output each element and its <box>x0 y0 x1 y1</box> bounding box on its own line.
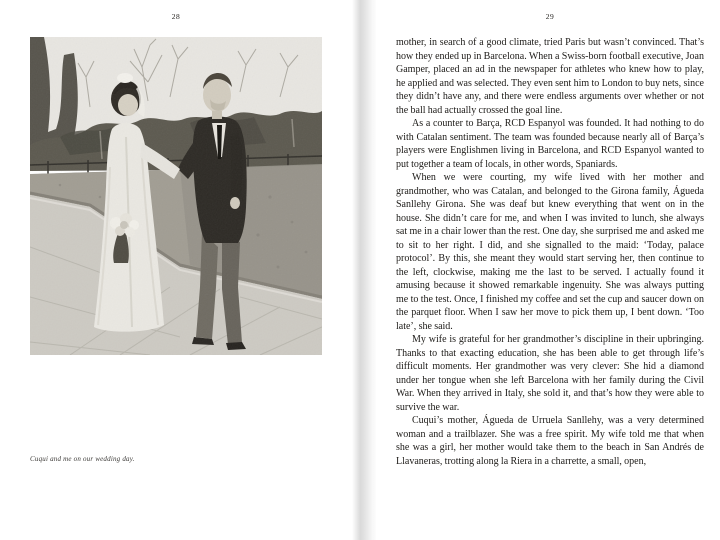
paragraph: mother, in search of a good climate, tried Paris but wasn’t convinced. That’s how they ended up in Barcelona. When a Swiss-born football executive, Joan Gamper, placed an ad in the newspaper for athletes who knew how to play, he applied and was selected. They even sent him to London to buy nets, since they didn’t have any, and there were endless arguments over whether or not the ball had actually crossed the goal line. <box>396 37 704 116</box>
photo-grain <box>30 37 322 355</box>
page-number-right: 29 <box>545 12 555 21</box>
photo-caption: Cuqui and me on our wedding day. <box>30 455 135 463</box>
page-left <box>0 0 356 540</box>
page-number-left: 28 <box>171 12 181 21</box>
wedding-photo-illustration <box>30 37 322 355</box>
page-right <box>376 0 720 540</box>
paragraph: Cuqui’s mother, Águeda de Urruela Sanllehy, was a very determined woman and a trailblazer. She was a free spirit. My wife told me that when she was a girl, her mother would take them to the beach in San Andrés de Llavaneras, trotting along la Riera in a charrette, a small, open, <box>396 415 704 467</box>
paragraph: My wife is grateful for her grandmother’s discipline in their upbringing. Thanks to that exacting education, she has been able to get through life’s difficult moments. Her grandmother was very clever: She hid a diamond under her tongue when she left Barcelona with her family during the Civil War. When they arrived in Italy, she sold it, and that’s how they were able to survive the war. <box>396 334 704 413</box>
wedding-photo <box>30 37 322 355</box>
paragraph: When we were courting, my wife lived with her mother and grandmother, who was Catalan, and belonged to the Girona family, Águeda Sanllehy Girona. She was deaf but knew everything that went on in the house. She didn’t care for me, and when I was invited to lunch, she always sat me in a chair lower than the rest. One day, she surprised me and asked me to sit to her right. I did, and she signalled to the maid: ‘Today, palace protocol’. By this, she meant they would start serving her, then continue to the left, clockwise, making me the last to be served. I actually found it amusing because it showed remarkable ingenuity. She was always putting me to the test. Once, I finished my coffee and set the cup and saucer down on the parquet floor. When I saw her move to pick them up, I bent down. ‘Too late’, she said. <box>396 172 704 332</box>
body-text <box>396 36 704 468</box>
paragraph: As a counter to Barça, RCD Espanyol was founded. It had nothing to do with Catalan sentiment. The team was founded because nearly all of Barça’s players were Englishmen living in Barcelona, and RCD Espanyol wanted to put together a team of locals, in other words, Spaniards. <box>396 118 704 170</box>
